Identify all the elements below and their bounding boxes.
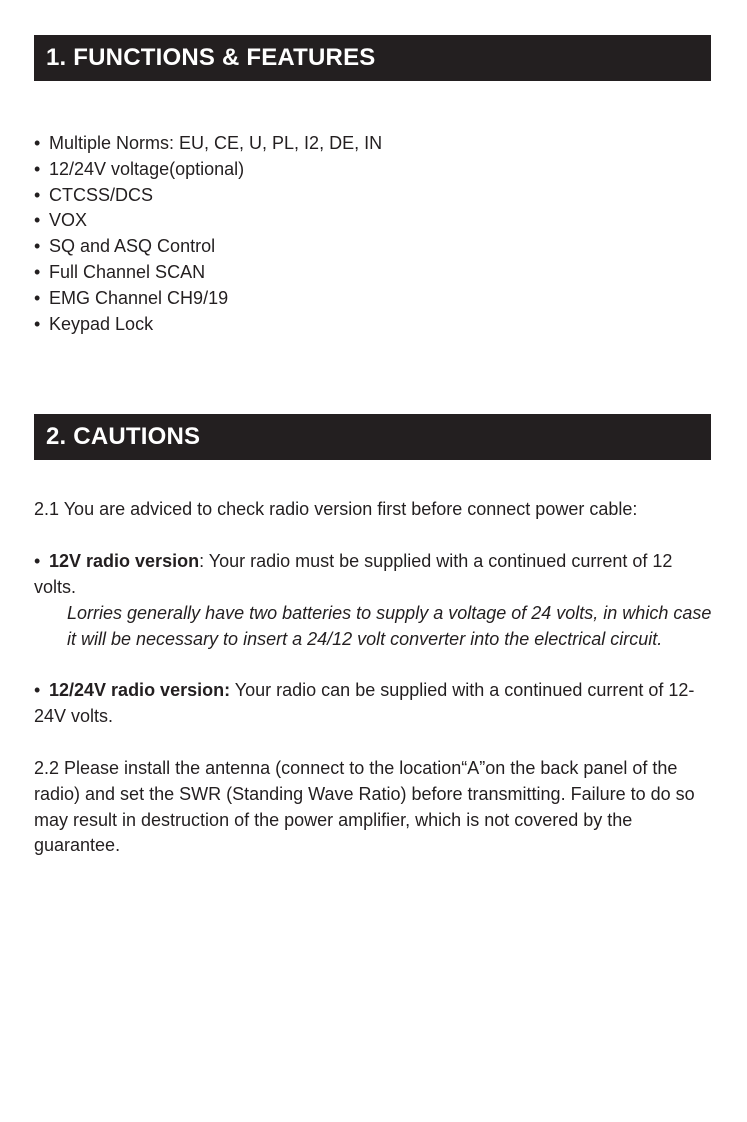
bullet: • <box>34 158 41 179</box>
list-item <box>34 183 382 209</box>
feature-text: 12/24V voltage(optional) <box>49 158 245 179</box>
list-item <box>34 260 382 286</box>
list-item <box>34 286 382 312</box>
feature-text: SQ and ASQ Control <box>49 236 216 257</box>
version-label-12v: 12V radio version <box>49 551 200 571</box>
section-1-header: 1. FUNCTIONS & FEATURES <box>34 35 711 81</box>
bullet: • <box>34 133 41 153</box>
feature-text: Full Channel SCAN <box>49 261 206 282</box>
caution-12-24v-version <box>34 678 714 730</box>
caution-2-1: 2.1 You are adviced to check radio version first before connect power cable: <box>34 499 638 519</box>
bullet: • <box>34 287 41 308</box>
section-2-header: 2. CAUTIONS <box>34 414 711 460</box>
version-text-12-24v: Your radio can be supplied with a continued current of 12-24V volts. <box>34 680 695 726</box>
caution-2-2: 2.2 Please install the antenna (connect to the location“A”on the back panel of the radio) and set the SWR (Standing Wave Ratio) before transmitting. Failure to do so may result in destruction of the power amplifier, which is not covered by the guarantee. <box>34 758 695 856</box>
bullet: • <box>34 261 41 282</box>
bullet: • <box>34 551 41 571</box>
version-text-12v: : Your radio must be supplied with a continued current of 12 volts. <box>34 551 673 597</box>
features-list <box>34 131 382 337</box>
feature-text: Multiple Norms: EU, CE, U, PL, I2, DE, IN <box>49 133 383 153</box>
caution-12v-version <box>34 549 714 601</box>
list-item <box>34 234 382 260</box>
feature-text: CTCSS/DCS <box>49 184 154 205</box>
bullet: • <box>34 313 41 334</box>
bullet: • <box>34 210 41 231</box>
list-item <box>34 312 382 338</box>
bullet: • <box>34 236 41 257</box>
version-label-12-24v: 12/24V radio version: <box>49 680 231 700</box>
list-item <box>34 208 382 234</box>
bullet: • <box>34 680 41 700</box>
feature-text: EMG Channel CH9/19 <box>49 287 229 308</box>
list-item <box>34 157 382 183</box>
feature-text: Keypad Lock <box>49 313 154 334</box>
list-item <box>34 131 382 157</box>
feature-text: VOX <box>49 210 88 231</box>
bullet: • <box>34 184 41 205</box>
lorries-note: Lorries generally have two batteries to supply a voltage of 24 volts, in which case it will be necessary to insert a 24/12 volt converter into the electrical circuit. <box>67 603 712 649</box>
